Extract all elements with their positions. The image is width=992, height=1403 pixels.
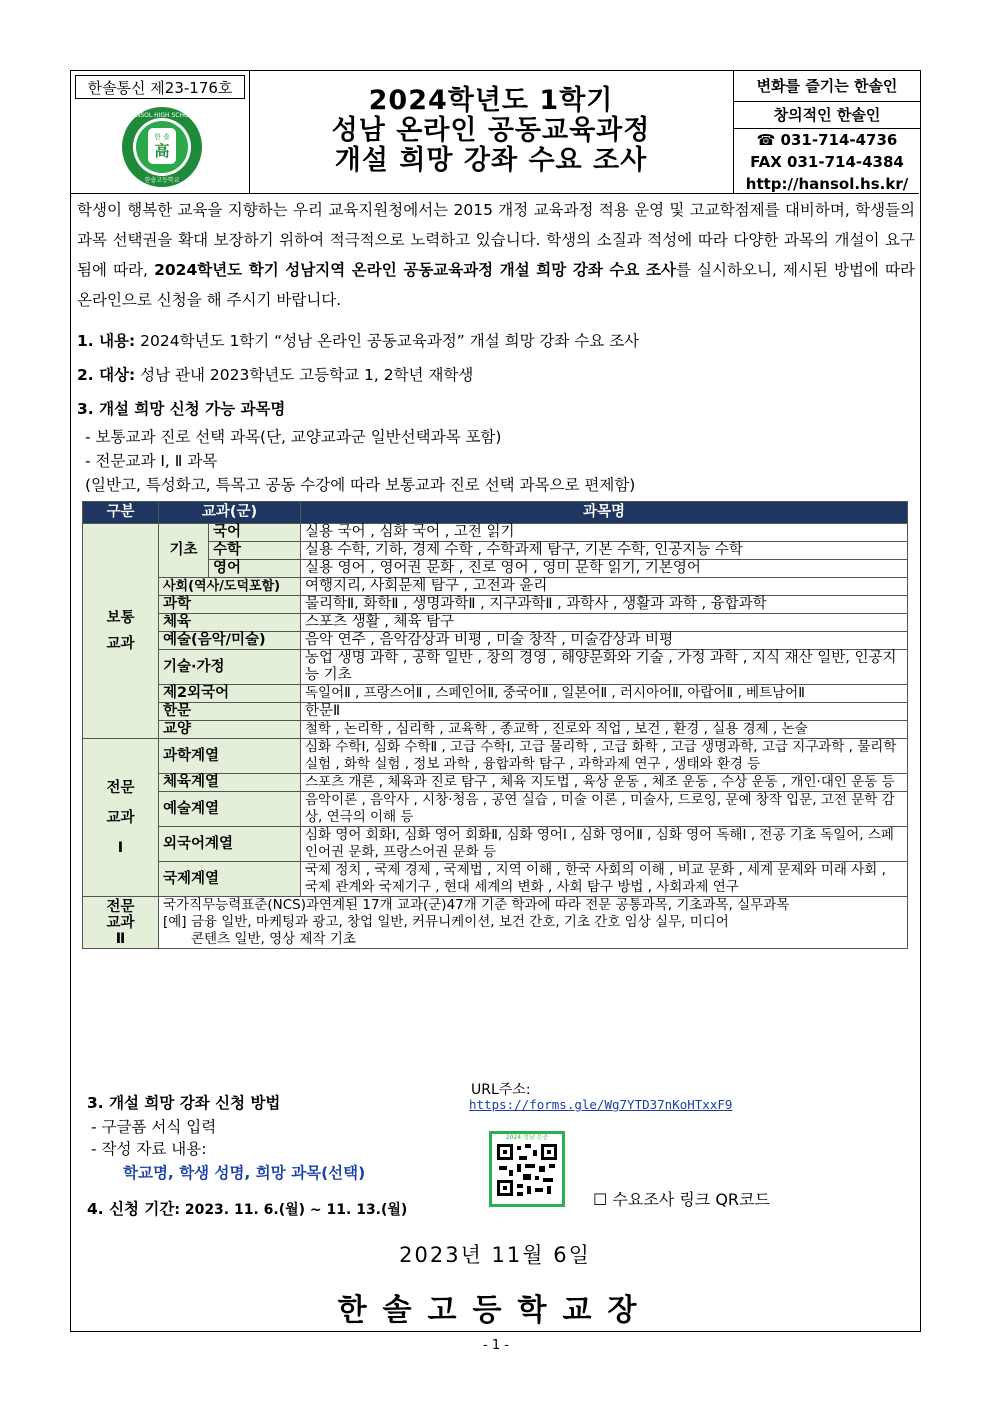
area-cell: 사회(역사/도덕포함) [159, 578, 301, 596]
survey-link[interactable]: https://forms.gle/Wg7YTD37nKoHTxxF9 [469, 1097, 733, 1112]
intro-text-2: 를 실시하오니, 제시된 방법에 따라 온라인으로 신청을 해 주시기 바랍니다. [77, 261, 915, 309]
area-cell: 한문 [159, 703, 301, 721]
qr-pattern-icon [495, 1142, 559, 1198]
subject-table [82, 501, 908, 949]
group-jeonmun-2: 전문 교과 Ⅱ [83, 897, 159, 949]
title-line-2: 성남 온라인 공동교육과정 [331, 115, 651, 146]
table-row [83, 721, 908, 739]
website-url: http://hansol.hs.kr/ [745, 175, 909, 193]
slogan-2: 창의적인 한솔인 [734, 102, 920, 129]
logo-bottom-text: 한솔고등학교 [144, 177, 180, 184]
table-row [83, 774, 908, 792]
page-number: - 1 - [483, 1338, 509, 1353]
jeonmun-2-cell [159, 897, 908, 949]
logo-top-text: HANSOL HIGH SCHOOL [127, 112, 197, 119]
area-cell: 과학계열 [159, 739, 301, 774]
item-2-text: 성남 관내 2023학년도 고등학교 1, 2학년 재학생 [135, 366, 474, 384]
item-3-note: (일반고, 특성화고, 특목고 공동 수강에 따라 보통교과 진로 선택 과목으로 편제함) [85, 476, 636, 494]
period-label: 4. 신청 기간 [87, 1200, 175, 1218]
item-3-bullet-1: - 보통교과 진로 선택 과목(단, 교양교과군 일반선택과목 포함) [85, 428, 502, 446]
method-title: 3. 개설 희망 강좌 신청 방법 [87, 1094, 281, 1112]
header-gubun: 구분 [83, 502, 159, 524]
logo-center-top-text: 한 솔 [154, 133, 170, 141]
area-cell: 체육계열 [159, 774, 301, 792]
subjects-cell: 실용 국어 , 심화 국어 , 고전 읽기 [301, 524, 908, 542]
subjects-cell: 음악이론 , 음악사 , 시창·청음 , 공연 실습 , 미술 이론 , 미술사, 드로잉, 문예 창작 입문, 고전 문학 감상, 연극의 이해 등 [301, 792, 908, 827]
subjects-cell: 스포츠 생활 , 체육 탐구 [301, 614, 908, 632]
subjects-cell: 스포츠 개론 , 체육과 진로 탐구 , 체육 지도법 , 육상 운동 , 체조 운동 , 수상 운동 , 개인·대인 운동 등 [301, 774, 908, 792]
method-bullet-2: - 작성 자료 내용: [91, 1140, 207, 1158]
table-row [83, 578, 908, 596]
item-1-label: 1. 내용: [77, 332, 136, 350]
subjects-cell: 국제 정치 , 국제 경제 , 국제법 , 지역 이해 , 한국 사회의 이해 , 비교 문화 , 세계 문제와 미래 사회 , 국제 관계와 국제기구 , 현대 세계의 변화 , 사회 탐구 방법 , 사회과제 연구 [301, 862, 908, 897]
table-row [83, 827, 908, 862]
area-cell: 교양 [159, 721, 301, 739]
url-label: URL주소: [471, 1082, 531, 1098]
area-cell: 수학 [209, 542, 301, 560]
intro-text-1: 학생이 행복한 교육을 지향하는 우리 교육지원청에서는 2015 개정 교육과정 적용 운영 및 고교학점제를 대비하며, 학생들의 과목 선택권을 확대 보장하기 위하여 적극적으로 노력하고 있습니다. 학생의 소질과 적성에 따라 다양한 과목의 개설이 요구됨에 따라, [77, 201, 915, 279]
table-row [83, 524, 908, 542]
intro-paragraph [77, 195, 915, 315]
jeonmun-2-line-3: 콘텐츠 일반, 영상 제작 기초 [191, 931, 356, 947]
table-row [83, 792, 908, 827]
jeonmun-2-line-2: [예] 금융 일반, 마케팅과 광고, 창업 일반, 커뮤니케이션, 보건 간호, 기초 간호 임상 실무, 미디어 [163, 914, 729, 930]
table-row [83, 685, 908, 703]
logo-center-text: 高 [154, 142, 170, 160]
letterhead-right [733, 71, 920, 193]
intro-text-bold: 2024학년도 학기 성남지역 온라인 공동교육과정 개설 희망 강좌 수요 조사 [154, 261, 676, 279]
table-row [83, 596, 908, 614]
school-logo-icon [121, 106, 203, 188]
item-2 [77, 363, 473, 385]
area-cell: 체육 [159, 614, 301, 632]
area-cell: 과학 [159, 596, 301, 614]
item-3-bullet-2: - 전문교과 Ⅰ, Ⅱ 과목 [85, 452, 218, 470]
qr-note: ☐ 수요조사 링크 QR코드 [593, 1190, 770, 1209]
subjects-cell: 실용 수학, 기하, 경제 수학 , 수학과제 탐구, 기본 수학, 인공지능 수학 [301, 542, 908, 560]
subjects-cell: 농업 생명 과학 , 공학 일반 , 창의 경영 , 해양문화와 기술 , 가정 과학 , 지식 재산 일반, 인공지능 기초 [301, 650, 908, 685]
letterhead-left [71, 71, 250, 193]
subjects-cell: 심화 수학Ⅰ, 심화 수학Ⅱ , 고급 수학Ⅰ, 고급 물리학 , 고급 화학 , 고급 생명과학, 고급 지구과학 , 물리학 실험 , 화학 실험 , 정보 과학 , 융합과학 탐구 , 과학과제 연구 , 생태와 환경 등 [301, 739, 908, 774]
table-row [83, 862, 908, 897]
method-content: 학교명, 학생 성명, 희망 과목(선택) [123, 1164, 366, 1182]
group-gichao: 기초 [159, 524, 209, 578]
area-cell: 국어 [209, 524, 301, 542]
subjects-cell: 음악 연주 , 음악감상과 비평 , 미술 창작 , 미술감상과 비평 [301, 632, 908, 650]
area-cell: 국제계열 [159, 862, 301, 897]
subjects-cell: 철학 , 논리학 , 심리학 , 교육학 , 종교학 , 진로와 직업 , 보건 , 환경 , 실용 경제 , 논술 [301, 721, 908, 739]
header-subject: 과목명 [301, 502, 908, 524]
issue-date: 2023년 11월 6일 [399, 1243, 591, 1267]
item-1 [77, 329, 639, 351]
area-cell: 예술계열 [159, 792, 301, 827]
qr-caption: 2024 성남 온공 [505, 1134, 549, 1141]
item-3-label: 3. 개설 희망 신청 가능 과목명 [77, 400, 286, 418]
table-row [83, 897, 908, 949]
table-row [83, 632, 908, 650]
subjects-cell: 실용 영어 , 영어권 문화 , 진로 영어 , 영미 문학 읽기, 기본영어 [301, 560, 908, 578]
header-gyogwa: 교과(군) [159, 502, 301, 524]
title-line-1: 2024학년도 1학기 [368, 85, 614, 116]
document-title [249, 71, 733, 193]
item-3 [77, 397, 285, 419]
notice-number: 한솔통신 제23-176호 [75, 75, 245, 99]
table-header-row [83, 502, 908, 524]
area-cell: 영어 [209, 560, 301, 578]
title-line-3: 개설 희망 강좌 수요 조사 [334, 145, 648, 176]
document-frame [70, 70, 921, 1332]
phone-number: ☎ 031-714-4736 [756, 131, 898, 149]
period [87, 1197, 407, 1219]
period-text: : 2023. 11. 6.(월) ~ 11. 13.(월) [174, 1202, 408, 1218]
subjects-cell: 여행지리, 사회문제 탐구 , 고전과 윤리 [301, 578, 908, 596]
subjects-cell: 독일어Ⅱ , 프랑스어Ⅱ , 스페인어Ⅱ, 중국어Ⅱ , 일본어Ⅱ , 러시아어Ⅱ, 아랍어Ⅱ , 베트남어Ⅱ [301, 685, 908, 703]
letterhead [71, 71, 919, 194]
method-bullet-1: - 구글폼 서식 입력 [91, 1118, 217, 1136]
principal-signature: 한솔고등학교장 [337, 1293, 653, 1328]
item-1-text: 2024학년도 1학기 “성남 온라인 공동교육과정” 개설 희망 강좌 수요 조사 [135, 332, 640, 350]
table-row [83, 739, 908, 774]
subjects-cell: 한문Ⅱ [301, 703, 908, 721]
slogan-1: 변화를 즐기는 한솔인 [734, 71, 920, 102]
group-botong: 보통 교과 [83, 524, 159, 739]
qr-code[interactable] [489, 1131, 565, 1207]
table-row [83, 703, 908, 721]
subjects-cell: 물리학Ⅱ, 화학Ⅱ , 생명과학Ⅱ , 지구과학Ⅱ , 과학사 , 생활과 과학 , 융합과학 [301, 596, 908, 614]
table-row [83, 650, 908, 685]
group-jeonmun-1: 전문 교과 Ⅰ [83, 739, 159, 897]
fax-number: FAX 031-714-4384 [750, 153, 904, 171]
area-cell: 예술(음악/미술) [159, 632, 301, 650]
area-cell: 제2외국어 [159, 685, 301, 703]
subjects-cell: 심화 영어 회화Ⅰ, 심화 영어 회화Ⅱ, 심화 영어Ⅰ , 심화 영어Ⅱ , 심화 영어 독해Ⅰ , 전공 기초 독일어, 스페인어권 문화, 프랑스어권 문화 등 [301, 827, 908, 862]
item-2-label: 2. 대상: [77, 366, 136, 384]
table-row [83, 614, 908, 632]
area-cell: 외국어계열 [159, 827, 301, 862]
jeonmun-2-line-1: 국가직무능력표준(NCS)과연계된 17개 교과(군)47개 기준 학과에 따라 전문 공통과목, 기초과목, 실무과목 [163, 897, 790, 913]
area-cell: 기술·가정 [159, 650, 301, 685]
